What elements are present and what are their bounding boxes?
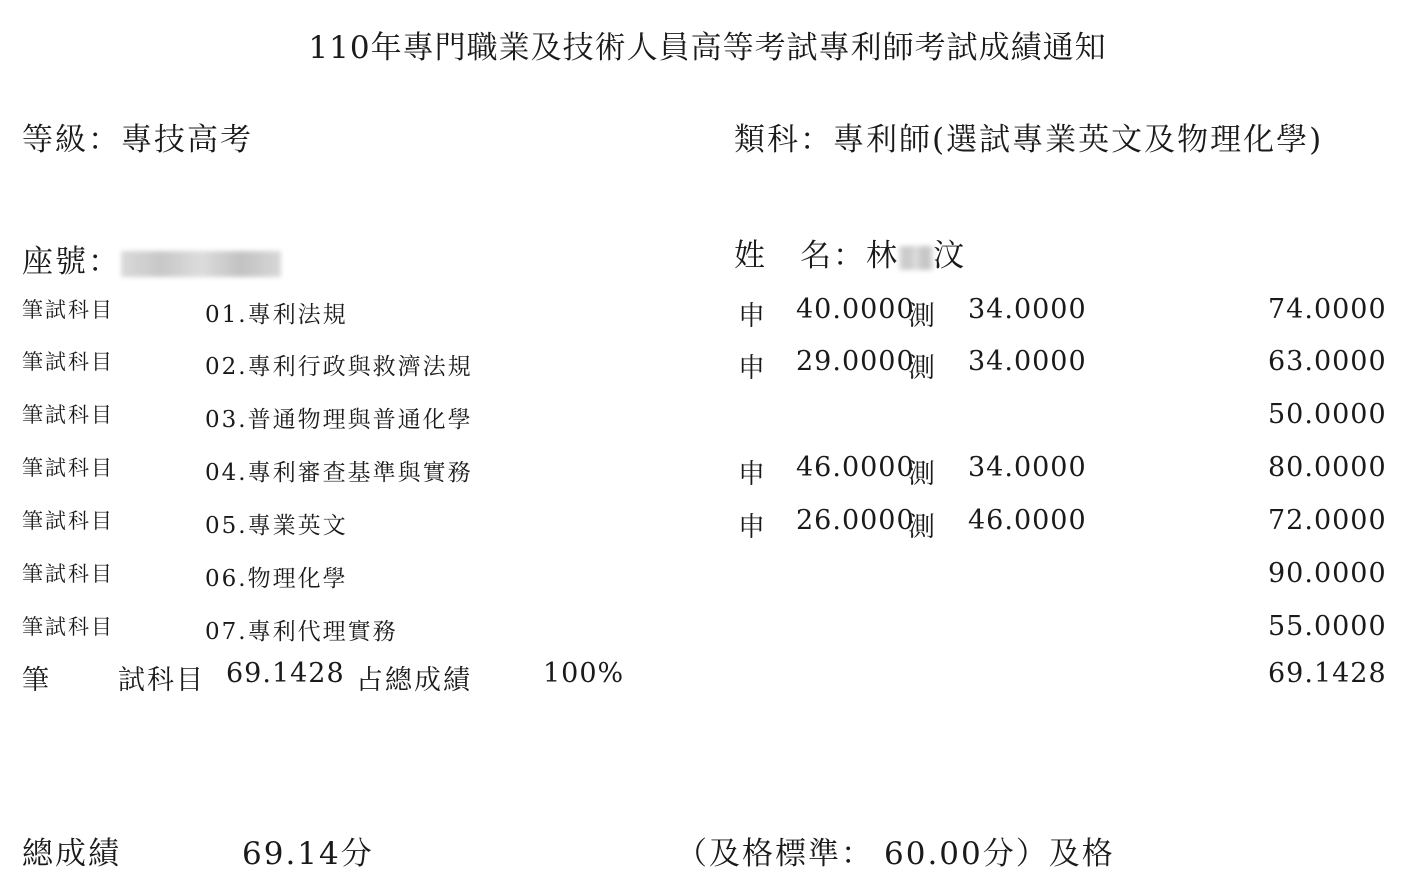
application-score: 46.0000	[796, 452, 915, 483]
test-mark: 測	[908, 301, 935, 332]
subject-row	[0, 399, 1415, 439]
subject-name: 03.普通物理與普通化學	[205, 407, 473, 433]
subject-label: 筆試科目	[22, 509, 114, 533]
category-field	[734, 114, 1323, 159]
page-title: 110年專門職業及技術人員高等考試專利師考試成績通知	[308, 30, 1107, 66]
subject-row	[0, 611, 1415, 651]
name-first: 林	[866, 238, 899, 274]
subject-score: 50.0000	[1268, 399, 1387, 430]
subject-score: 55.0000	[1268, 611, 1387, 642]
application-mark: 申	[738, 512, 765, 543]
name-redacted-char	[899, 246, 933, 270]
subject-label: 筆試科目	[22, 562, 114, 586]
pass-standard	[676, 828, 1115, 873]
name-field	[734, 230, 966, 275]
test-score: 34.0000	[968, 452, 1087, 483]
pass-standard-value: 60.00分	[884, 836, 1016, 872]
summary-row	[0, 658, 1415, 698]
name-last: 汶	[933, 238, 966, 274]
application-mark: 申	[738, 301, 765, 332]
subject-name: 05.專業英文	[205, 513, 348, 539]
total-value: 69.14分	[242, 836, 374, 872]
subject-name: 04.專利審查基準與實務	[205, 460, 473, 486]
summary-weight-value: 100%	[543, 658, 625, 689]
pass-standard-open: （及格標準：	[676, 836, 874, 872]
summary-score: 69.1428	[1268, 658, 1387, 689]
test-mark: 測	[908, 353, 935, 384]
subject-score: 80.0000	[1268, 452, 1387, 483]
subject-row	[0, 505, 1415, 545]
test-score: 34.0000	[968, 346, 1087, 377]
pass-standard-close: ）	[1015, 836, 1049, 872]
category-label: 類科：	[734, 122, 833, 158]
application-score: 29.0000	[796, 346, 915, 377]
pass-result: 及格	[1048, 836, 1115, 872]
level-field	[22, 114, 253, 159]
subject-score: 63.0000	[1268, 346, 1387, 377]
subject-score: 72.0000	[1268, 505, 1387, 536]
application-score: 26.0000	[796, 505, 915, 536]
subject-label: 筆試科目	[22, 403, 114, 427]
subject-name: 06.物理化學	[205, 566, 348, 592]
subject-row	[0, 294, 1415, 334]
level-label: 等級：	[22, 122, 121, 158]
subject-label: 筆試科目	[22, 456, 114, 480]
seat-field	[22, 236, 281, 281]
summary-weight-label: 占總成績	[356, 665, 472, 696]
subject-score: 74.0000	[1268, 294, 1387, 325]
summary-average: 69.1428	[226, 658, 345, 689]
level-value: 專技高考	[121, 122, 253, 158]
subject-label: 筆試科目	[22, 615, 114, 639]
application-mark: 申	[738, 459, 765, 490]
seat-redacted-value	[121, 251, 281, 277]
subject-row	[0, 452, 1415, 492]
summary-label-rest: 試科目	[118, 665, 205, 696]
test-score: 46.0000	[968, 505, 1087, 536]
category-value: 專利師(選試專業英文及物理化學)	[833, 122, 1324, 158]
application-mark: 申	[738, 353, 765, 384]
name-label: 姓 名：	[734, 238, 866, 274]
summary-label-char: 筆	[22, 665, 49, 696]
subject-label: 筆試科目	[22, 350, 114, 374]
test-mark: 測	[908, 512, 935, 543]
subject-name: 01.專利法規	[205, 302, 348, 328]
test-mark: 測	[908, 459, 935, 490]
seat-label: 座號：	[22, 244, 121, 280]
subject-name: 02.專利行政與救濟法規	[205, 354, 473, 380]
subject-name: 07.專利代理實務	[205, 619, 398, 645]
subject-score: 90.0000	[1268, 558, 1387, 589]
subject-label: 筆試科目	[22, 298, 114, 322]
subject-row	[0, 346, 1415, 386]
subject-row	[0, 558, 1415, 598]
total-label: 總成績	[22, 836, 121, 872]
test-score: 34.0000	[968, 294, 1087, 325]
application-score: 40.0000	[796, 294, 915, 325]
